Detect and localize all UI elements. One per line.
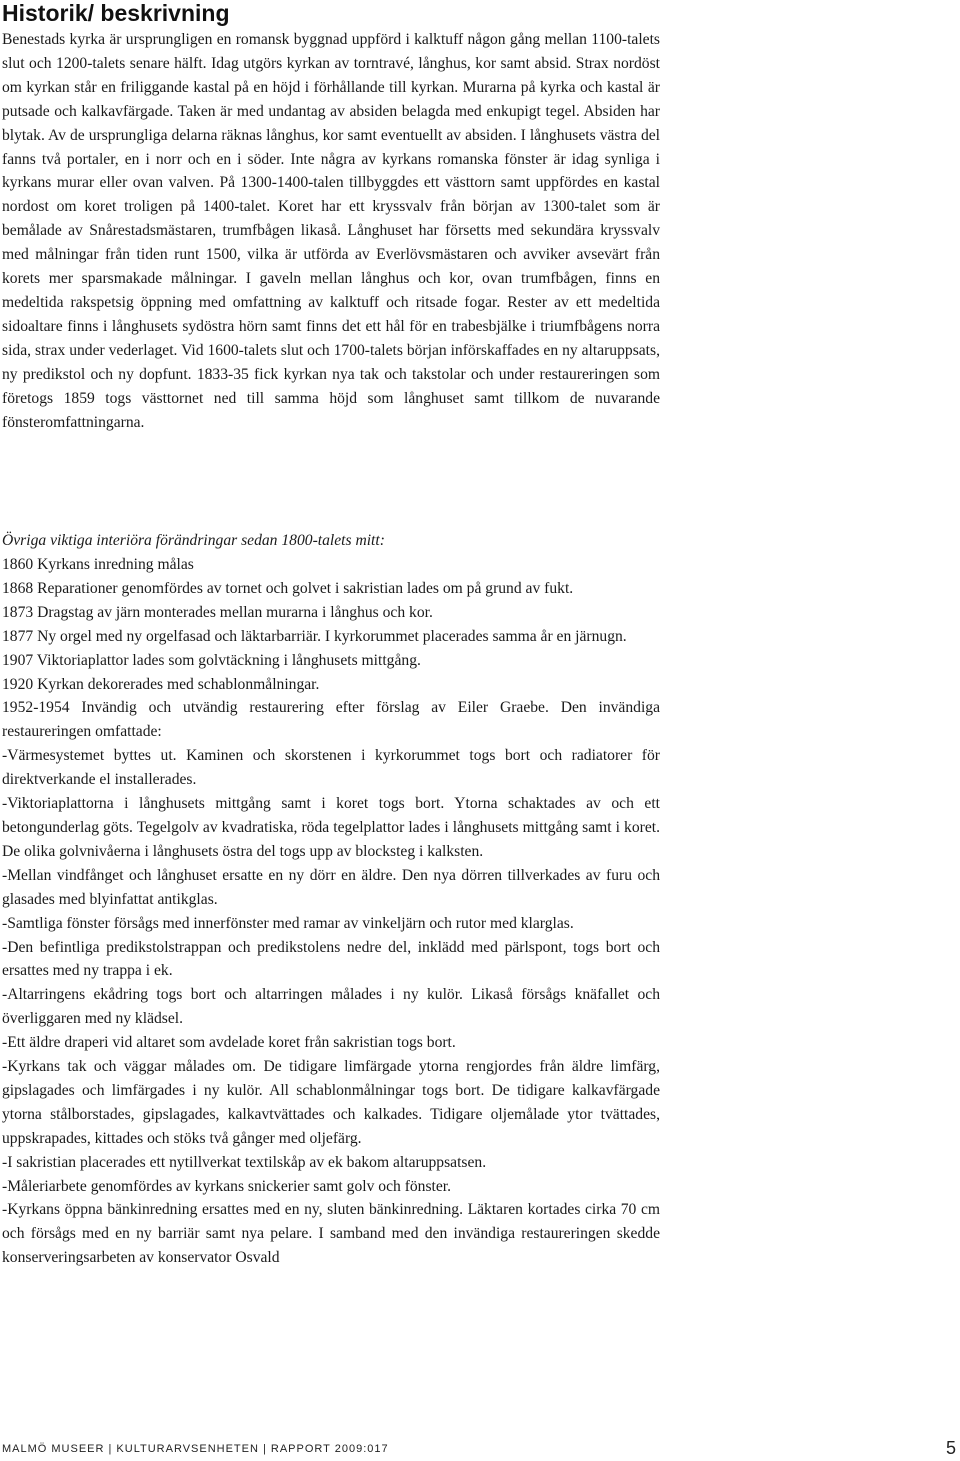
change-entry: 1952-1954 Invändig och utvändig restaurering efter förslag av Eiler Graebe. Den invändiga restaureringen omfattade: [2, 699, 660, 741]
change-entry: -Viktoriaplattorna i långhusets mittgång samt i koret togs bort. Ytorna schaktades av och ett betongunderlag göts. Tegelgolv av kvadratiska, röda tegelplattor lades i långhusets mittgång samt i koret. De olika golvnivåerna i långhusets östra del togs upp av blocksteg i kalksten. [2, 795, 660, 860]
change-entry: -Samtliga fönster försågs med innerfönster med ramar av vinkeljärn och rutor med klarglas. [2, 914, 574, 932]
change-entry: -Måleriarbete genomfördes av kyrkans snickerier samt golv och fönster. [2, 1177, 452, 1195]
change-entry: -Kyrkans öppna bänkinredning ersattes med en ny, sluten bänkinredning. Läktaren kortades cirka 70 cm och försågs med en ny barriär samt nya pelare. I samband med den invändiga restaureringen skedde konserveringsarbeten av konservator Osvald [2, 1201, 660, 1267]
change-entry: -Värmesystemet byttes ut. Kaminen och skorstenen i kyrkorummet togs bort och radiatorer för direktverkande el installerades. [2, 747, 660, 789]
changes-subheading: Övriga viktiga interiöra förändringar sedan 1800-talets mitt: [2, 532, 385, 549]
change-entry: -Ett äldre draperi vid altaret som avdelade koret från sakristian togs bort. [2, 1034, 456, 1052]
change-entry: 1868 Reparationer genomfördes av tornet och golvet i sakristian lades om på grund av fukt. [2, 579, 574, 597]
change-entry: -Den befintliga predikstolstrappan och predikstolens nedre del, inklädd med pärlspont, togs bort och ersattes med ny trappa i ek. [2, 938, 660, 980]
changes-list [2, 553, 660, 1270]
change-entry: -I sakristian placerades ett nytillverkat textilskåp av ek bakom altaruppsatsen. [2, 1153, 487, 1171]
history-paragraph: Benestads kyrka är ursprungligen en romansk byggnad uppförd i kalktuff någon gång mellan 1100-talets slut och 1200-talets senare hälft. Idag utgörs kyrkan av torntravé, långhus, kor samt absid. Strax nordöst om kyrkan står en friliggande kastal på en höjd i förhållande till kyrkan. Murarna på kyrka och kastal är putsade och kalkavfärgade. Taken är med undantag av absiden belagda med enkupigt tegel. Absiden har blytak. Av de ursprungliga delarna räknas långhus, kor samt eventuellt av absiden. I långhusets västra del fanns två portaler, en i norr och en i söder. Inte några av kyrkans romanska fönster är idag synliga i kyrkans murar eller ovan valven. På 1300-1400-talen tillbyggdes ett västtorn samt uppfördes en kastal nordost om koret troligen på 1400-talet. Koret har ett kryssvalv från början av 1300-talet som är bemålade av Snårestadsmästaren, trumfbågen likaså. Långhuset har försetts med sekundära kryssvalv med målningar från tiden runt 1500, vilka är utförda av Everlövsmästaren och avviker avsevärt från korets mer sparsmakade målningar. I gaveln mellan långhus och kor, ovan trumfbågen, finns en medeltida rakspetsig öppning med omfattning av kalktuff och ritsade fogar. Rester av ett medeltida sidoaltare finns i långhusets sydöstra hörn samt finns det ett hål för en trabesbjälke i triumfbågens norra sida, strax under vederlaget. Vid 1600-talets slut och 1700-talets början införskaffades en ny altaruppsats, ny predikstol och ny dopfunt. 1833-35 fick kyrkan nya tak och takstolar och under restaureringen som företogs 1859 togs västtornet ned till samma höjd som långhuset samt tillkom de nuvarande fönsteromfattningarna. [2, 31, 660, 431]
change-entry: 1920 Kyrkan dekorerades med schablonmålningar. [2, 675, 320, 693]
change-entry: 1907 Viktoriaplattor lades som golvtäckning i långhusets mittgång. [2, 651, 421, 669]
change-entry: -Altarringens ekådring togs bort och altarringen målades i ny kulör. Likaså försågs knäfallet och överliggaren med ny klädsel. [2, 986, 660, 1028]
page-footer [2, 1440, 958, 1460]
change-entry: -Mellan vindfånget och långhuset ersatte en ny dörr en äldre. Den nya dörren tillverkades av furu och glasades med blyinfattat antikglas. [2, 866, 660, 908]
page-heading: Historik/ beskrivning [2, 0, 230, 26]
change-entry: 1877 Ny orgel med ny orgelfasad och läktarbarriär. I kyrkorummet placerades samma år en järnugn. [2, 627, 627, 645]
change-entry: -Kyrkans tak och väggar målades om. De tidigare limfärgade ytorna rengjordes från äldre limfärg, gipslagades och limfärgades i ny kulör. All schablonmålningar togs bort. De tidigare kalkavfärgade ytorna stålborstades, gipslagades, kalkavtvättades och kalkades. Tidigare oljemålade ytor tvättades, uppskrapades, kittades och stöks två gånger med oljefärg. [2, 1058, 660, 1147]
page-number: 5 [945, 1438, 956, 1458]
change-entry: 1873 Dragstag av järn monterades mellan murarna i långhus och kor. [2, 603, 433, 621]
change-entry: 1860 Kyrkans inredning målas [2, 556, 194, 573]
footer-publisher: MALMÖ MUSEER | KULTURARVSENHETEN | RAPPORT 2009:017 [2, 1443, 389, 1455]
